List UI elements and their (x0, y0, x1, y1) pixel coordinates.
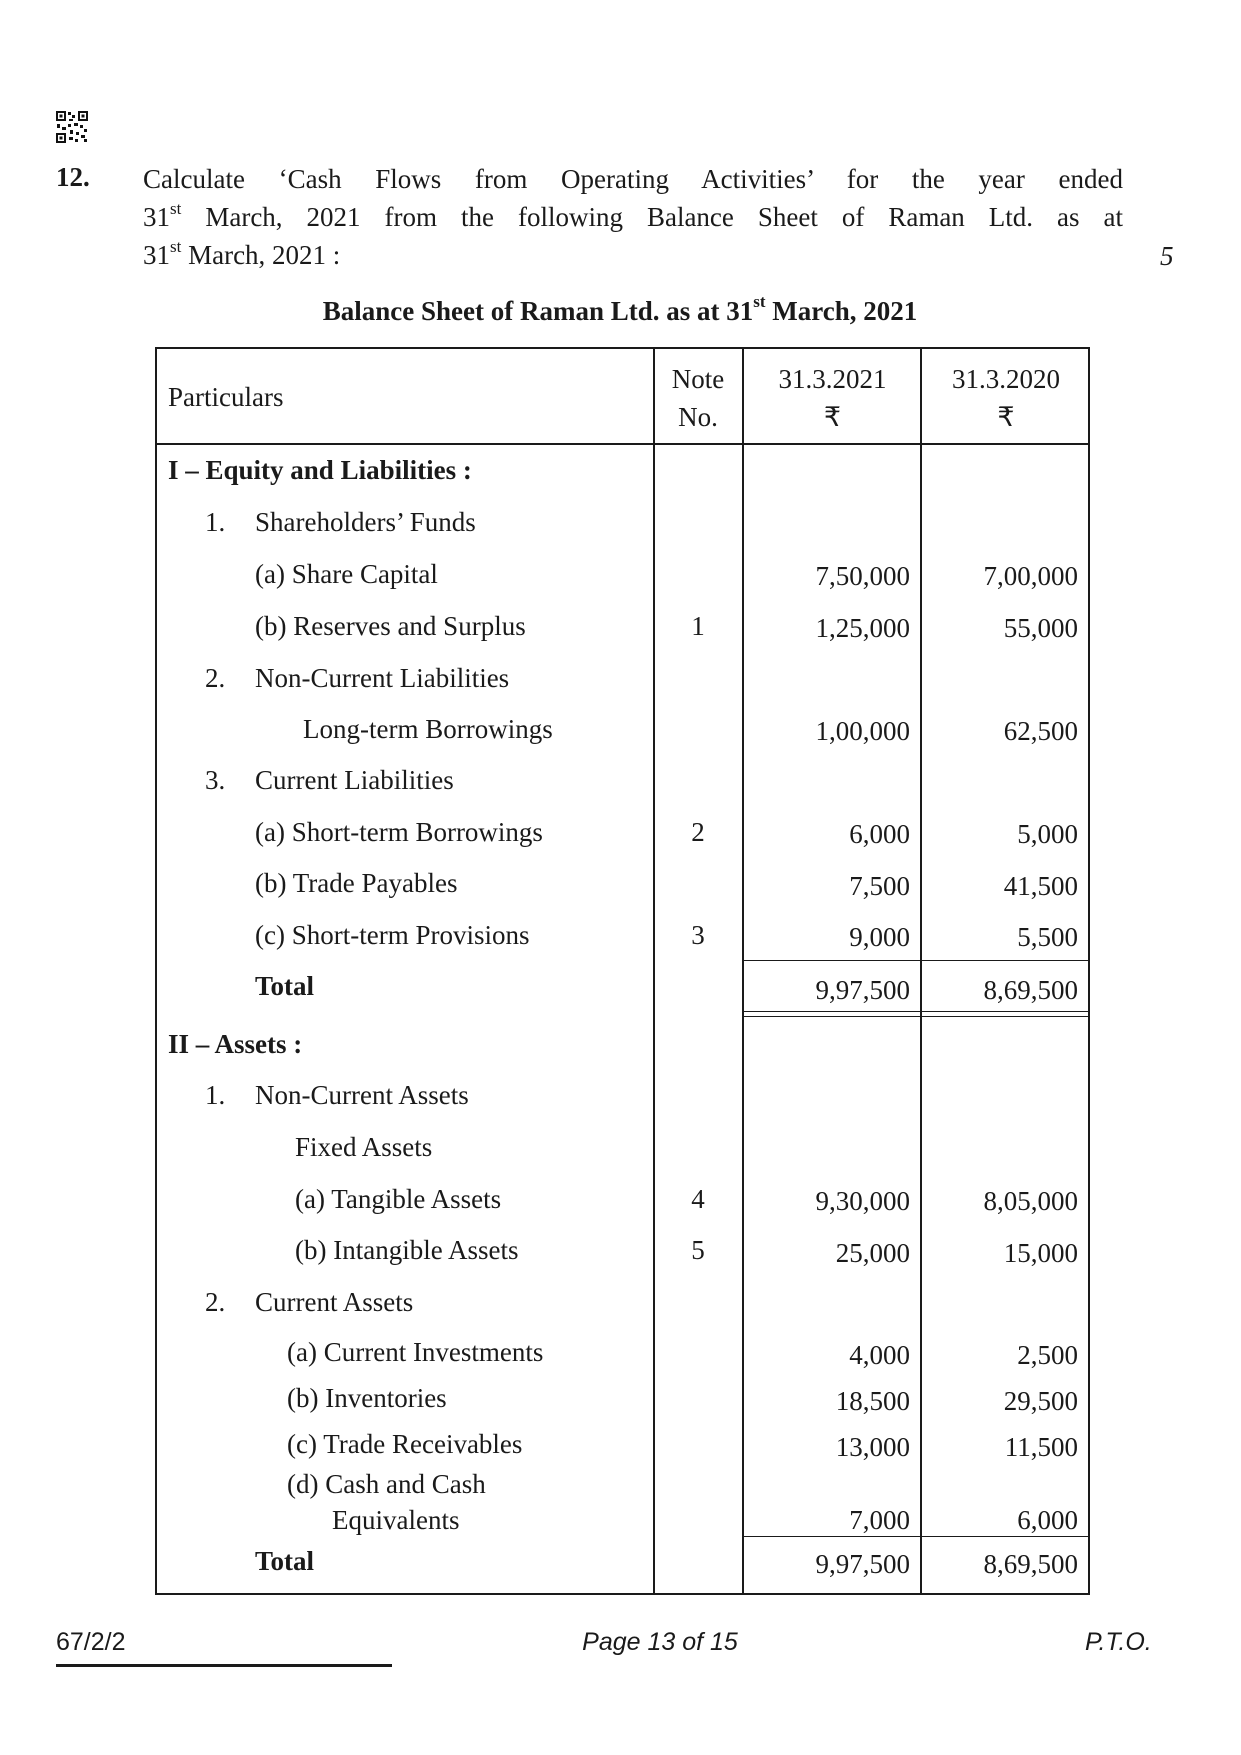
item-number: 2. (205, 1287, 226, 1317)
total-2021: 9,97,500 (815, 1549, 910, 1579)
item-number: 1. (205, 507, 226, 537)
value-2021: 4,000 (849, 1340, 910, 1370)
please-turn-over: P.T.O. (1085, 1628, 1152, 1656)
ordinal-suffix: st (170, 237, 182, 256)
question-line-3 (143, 236, 1123, 274)
value-2020: 7,00,000 (983, 561, 1078, 591)
table-title-text: Balance Sheet of Raman Ltd. as at 31 (322, 296, 754, 326)
total-line (742, 1016, 1090, 1017)
header-rupee-2021: ₹ (823, 402, 842, 432)
note-number: 5 (691, 1235, 705, 1265)
value-2020: 6,000 (1017, 1505, 1078, 1535)
value-2021: 25,000 (835, 1238, 910, 1268)
row-label: (a) Current Investments (287, 1337, 544, 1367)
question-marks: 5 (1160, 241, 1174, 271)
value-2020: 62,500 (1003, 716, 1078, 746)
row-label: (c) Short-term Provisions (255, 920, 530, 950)
row-label: (b) Trade Payables (255, 868, 458, 898)
group-current-assets: Current Assets (255, 1287, 414, 1317)
value-2021: 7,500 (849, 871, 910, 901)
footer-rule (56, 1664, 392, 1667)
total-line (742, 1011, 1090, 1012)
value-2021: 9,30,000 (815, 1186, 910, 1216)
row-label: (d) Cash and Cash (287, 1469, 486, 1499)
date-day: 31 (143, 202, 170, 232)
row-label: (a) Short-term Borrowings (255, 817, 543, 847)
value-2020: 2,500 (1017, 1340, 1078, 1370)
table-title-rest: March, 2021 (765, 296, 918, 326)
header-col-2020: 31.3.2020 (952, 364, 1060, 394)
row-label: (b) Intangible Assets (295, 1235, 519, 1265)
row-label: Long-term Borrowings (303, 714, 553, 744)
group-current-liabilities: Current Liabilities (255, 765, 454, 795)
value-2020: 29,500 (1003, 1386, 1078, 1416)
question-line-2 (143, 198, 1123, 236)
value-2021: 1,00,000 (815, 716, 910, 746)
value-2021: 1,25,000 (815, 613, 910, 643)
total-label: Total (255, 1546, 315, 1576)
header-note-1: Note (671, 364, 725, 394)
section-equity-liabilities: I – Equity and Liabilities : (168, 455, 472, 485)
item-number: 1. (205, 1080, 226, 1110)
value-2020: 55,000 (1003, 613, 1078, 643)
header-col-2021: 31.3.2021 (778, 364, 887, 394)
total-2021: 9,97,500 (815, 975, 910, 1005)
date-day: 31 (143, 240, 170, 270)
row-label: (a) Share Capital (255, 559, 438, 589)
value-2020: 15,000 (1003, 1238, 1078, 1268)
value-2021: 13,000 (835, 1432, 910, 1462)
total-line (742, 960, 1090, 961)
column-divider (742, 347, 744, 1595)
question-line-1: Calculate ‘Cash Flows from Operating Activities’ for the year ended (143, 164, 1123, 194)
value-2020: 5,500 (1017, 922, 1078, 952)
total-2020: 8,69,500 (983, 975, 1078, 1005)
subgroup-fixed-assets: Fixed Assets (295, 1132, 433, 1162)
header-divider (155, 443, 1090, 445)
note-number: 3 (691, 920, 705, 950)
row-label: (a) Tangible Assets (295, 1184, 502, 1214)
row-label: (b) Inventories (287, 1383, 447, 1413)
column-divider (653, 347, 655, 1595)
ordinal-suffix: st (753, 292, 766, 311)
paper-code: 67/2/2 (56, 1628, 126, 1656)
value-2021: 18,500 (835, 1386, 910, 1416)
item-number: 3. (205, 765, 226, 795)
total-label: Total (255, 971, 315, 1001)
question-number: 12. (56, 162, 90, 192)
value-2021: 7,000 (849, 1505, 910, 1535)
value-2020: 41,500 (1003, 871, 1078, 901)
group-non-current-assets: Non-Current Assets (255, 1080, 469, 1110)
header-note-2: No. (678, 402, 718, 432)
page-number: Page 13 of 15 (582, 1628, 738, 1656)
question-line-2-rest: March, 2021 from the following Balance Sheet of Raman Ltd. as at (181, 202, 1123, 232)
header-rupee-2020: ₹ (997, 402, 1015, 432)
column-divider (920, 347, 922, 1595)
value-2021: 7,50,000 (815, 561, 910, 591)
ordinal-suffix: st (170, 199, 182, 218)
item-number: 2. (205, 663, 226, 693)
question-line-3-rest: March, 2021 : (181, 240, 341, 270)
value-2021: 6,000 (849, 819, 910, 849)
qr-code-icon (55, 110, 89, 144)
header-particulars: Particulars (168, 382, 284, 412)
note-number: 4 (691, 1184, 705, 1214)
note-number: 2 (691, 817, 705, 847)
question-text (143, 160, 1123, 274)
row-label: (b) Reserves and Surplus (255, 611, 526, 641)
total-line (742, 1536, 1090, 1537)
value-2021: 9,000 (849, 922, 910, 952)
group-shareholders-funds: Shareholders’ Funds (255, 507, 476, 537)
group-non-current-liabilities: Non-Current Liabilities (255, 663, 510, 693)
row-label-continued: Equivalents (332, 1505, 460, 1535)
note-number: 1 (691, 611, 705, 641)
section-assets: II – Assets : (168, 1029, 303, 1059)
row-label: (c) Trade Receivables (287, 1429, 523, 1459)
table-title (140, 292, 1100, 327)
value-2020: 8,05,000 (983, 1186, 1078, 1216)
value-2020: 11,500 (1004, 1432, 1078, 1462)
value-2020: 5,000 (1017, 819, 1078, 849)
total-2020: 8,69,500 (983, 1549, 1078, 1579)
